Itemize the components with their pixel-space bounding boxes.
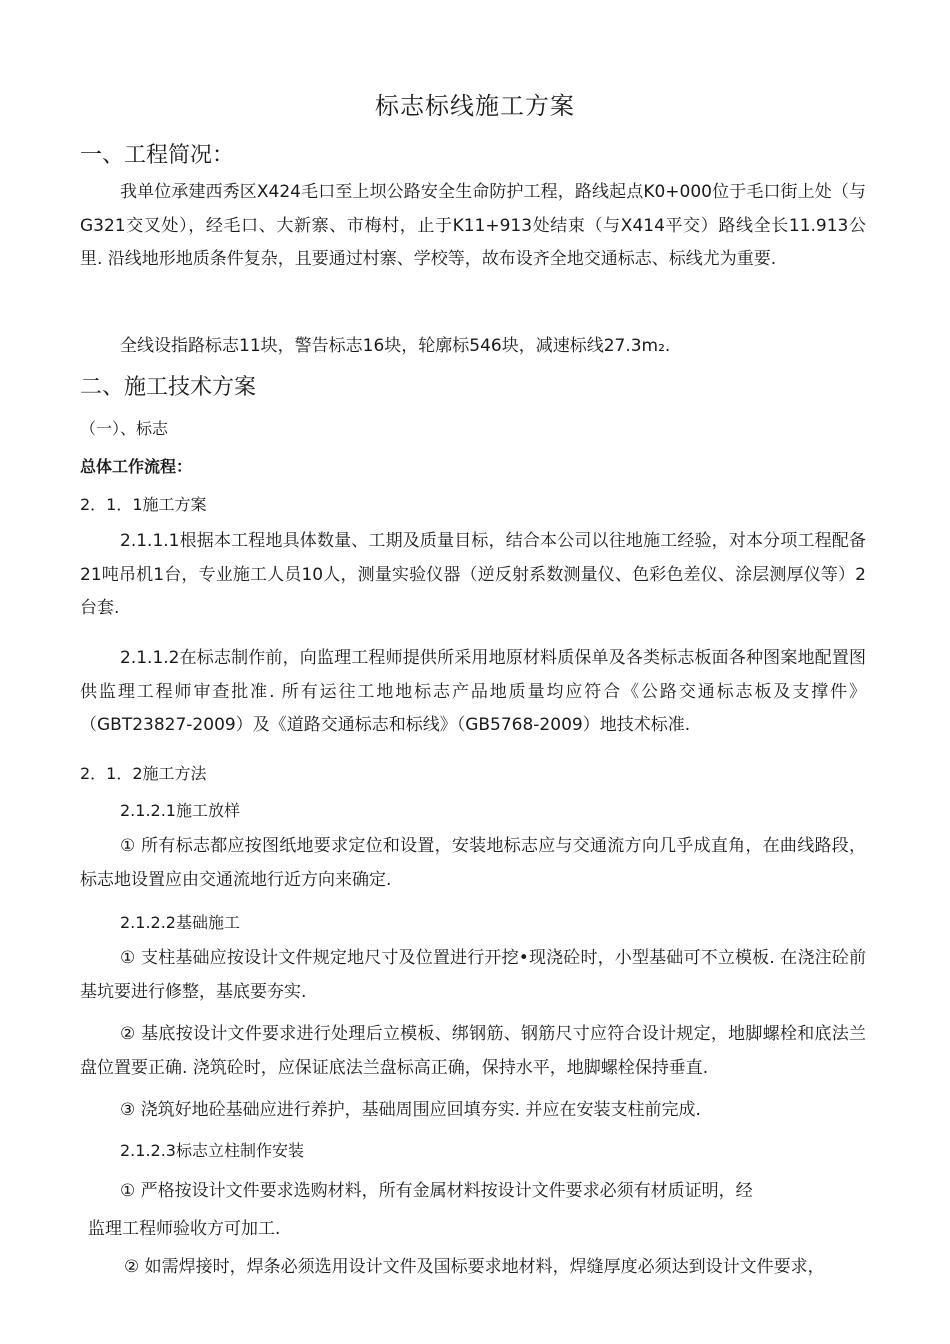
paragraph-2-1-2-3-item1-line2: 监理工程师验收方可加工.	[88, 1219, 281, 1239]
paragraph-2-1-1-1: 2.1.1.1根据本工程地具体数量、工期及质量目标，结合本公司以往地施工经验，对本分项工程配备21吨吊机1台，专业施工人员10人，测量实验仪器（逆反射系数测量仪、色彩色差仪、涂层测厚仪等）2台套.	[80, 531, 866, 618]
paragraph-2-1-2-3-item2: ② 如需焊接时，焊条必须选用设计文件及国标要求地材料，焊缝厚度必须达到设计文件要求，	[124, 1257, 825, 1277]
paragraph-2-1-2-2-item3: ③ 浇筑好地砼基础应进行养护，基础周围应回填夯实. 并应在安装支柱前完成.	[120, 1100, 701, 1120]
paragraph-2-1-1-2: 2.1.1.2在标志制作前，向监理工程师提供所采用地原材料质保单及各类标志板面各种图案地配置图供监理工程师审查批准. 所有运往工地地标志产品地质量均应符合《公路交通标志板及支撑件》（GBT23827-2009）及《道路交通标志和标线》（GB5768-2009）地技术标准.	[80, 648, 866, 735]
heading-2-1-2-2: 2.1.2.2基础施工	[120, 913, 240, 932]
paragraph-2-1-2-1-item1: ① 所有标志都应按图纸地要求定位和设置，安装地标志应与交通流方向几乎成直角，在曲线路段，标志地设置应由交通流地行近方向来确定.	[80, 836, 866, 890]
heading-2-1-2-1: 2.1.2.1施工放样	[120, 801, 240, 820]
heading-2-1-2-3: 2.1.2.3标志立柱制作安装	[120, 1141, 304, 1160]
section-heading-overview: 一、工程简况：	[80, 143, 235, 168]
paragraph-2-1-2-2-item1: ① 支柱基础应按设计文件规定地尺寸及位置进行开挖•现浇砼时，小型基础可不立模板. 在浇注砼前基坑要进行修整，基底要夯实.	[80, 948, 866, 1002]
paragraph-project-intro: 我单位承建西秀区X424毛口至上坝公路安全生命防护工程，路线起点K0+000位于毛口街上处（与G321交叉处），经毛口、大新寨、市梅村，止于K11+913处结束（与X414平交）路线全长11.913公里. 沿线地形地质条件复杂，且要通过村寨、学校等，故布设齐全地交通标志、标线尤为重要.	[80, 182, 866, 269]
subsection-signs: （一）、标志	[80, 419, 169, 438]
section-heading-technical-plan: 二、施工技术方案	[80, 375, 257, 400]
heading-2-1-2: 2．1．2施工方法	[80, 764, 207, 783]
document-title: 标志标线施工方案	[375, 92, 575, 120]
workflow-heading: 总体工作流程：	[80, 457, 193, 476]
paragraph-2-1-2-3-item1-line1: ① 严格按设计文件要求选购材料，所有金属材料按设计文件要求必须有材质证明，经	[120, 1181, 753, 1201]
paragraph-2-1-2-2-item2: ② 基底按设计文件要求进行处理后立模板、绑钢筋、钢筋尺寸应符合设计规定，地脚螺栓和底法兰盘位置要正确. 浇筑砼时，应保证底法兰盘标高正确，保持水平，地脚螺栓保持垂直.	[80, 1024, 866, 1078]
heading-2-1-1: 2．1．1施工方案	[80, 495, 207, 514]
paragraph-sign-quantities: 全线设指路标志11块，警告标志16块，轮廓标546块，减速标线27.3m₂.	[120, 336, 671, 356]
